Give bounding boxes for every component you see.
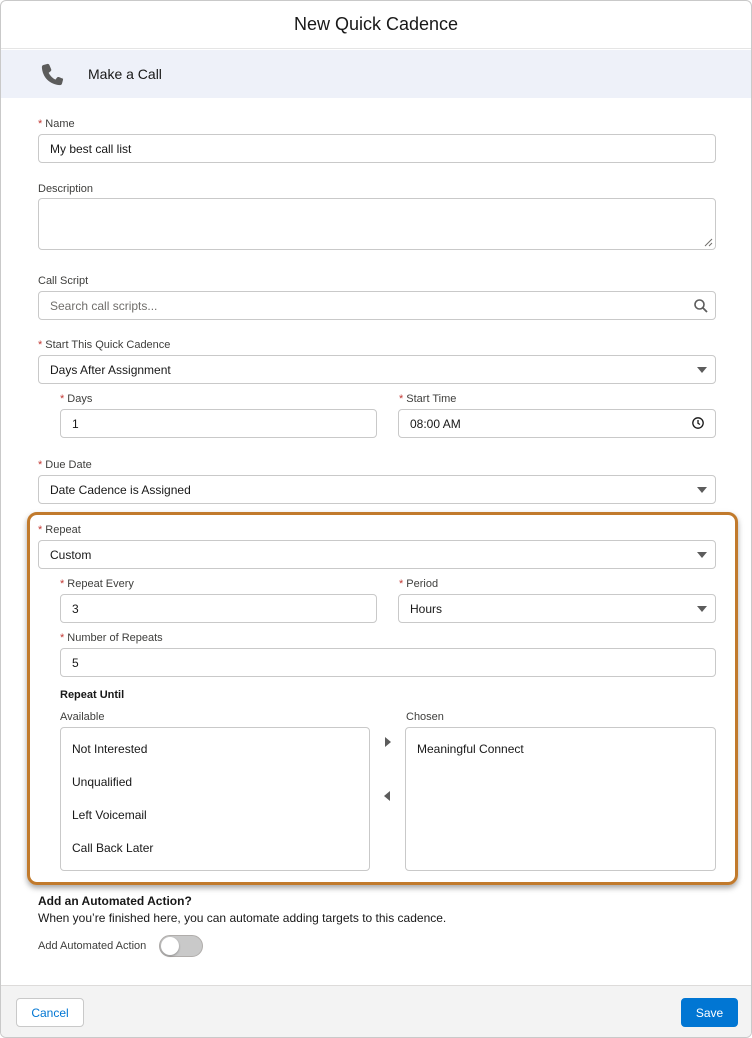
start-cadence-label: * Start This Quick Cadence [38, 339, 171, 351]
days-label: * Days [60, 393, 93, 405]
name-value: My best call list [50, 141, 132, 156]
period-label: * Period [399, 578, 439, 590]
chevron-down-icon [697, 367, 707, 373]
move-right-icon[interactable] [381, 735, 395, 749]
start-cadence-select[interactable] [38, 355, 716, 384]
repeat-every-value: 3 [72, 601, 79, 616]
list-item[interactable]: Not Interested [72, 742, 148, 756]
number-of-repeats-input[interactable] [60, 648, 716, 677]
call-script-label: Call Script [38, 275, 89, 287]
phone-icon [38, 59, 68, 89]
chevron-down-icon [697, 606, 707, 612]
move-left-icon[interactable] [380, 789, 394, 803]
list-item[interactable]: Left Voicemail [72, 808, 147, 822]
number-of-repeats-value: 5 [72, 655, 79, 670]
repeat-until-label: Repeat Until [60, 689, 125, 701]
due-date-value: Date Cadence is Assigned [50, 482, 191, 497]
chosen-label: Chosen [406, 711, 444, 723]
clock-icon[interactable] [691, 416, 705, 430]
due-date-label: * Due Date [38, 459, 92, 471]
automated-action-description: When you’re finished here, you can automate adding targets to this cadence. [38, 911, 447, 925]
start-time-value: 08:00 AM [410, 416, 461, 431]
number-of-repeats-label: * Number of Repeats [60, 632, 163, 644]
repeat-label: * Repeat [38, 524, 81, 536]
toggle-knob [161, 937, 179, 955]
call-script-search-input[interactable] [38, 291, 716, 320]
start-time-label: * Start Time [399, 393, 457, 405]
resize-handle-icon[interactable] [704, 238, 713, 247]
list-item[interactable]: Call Back Later [72, 841, 154, 855]
repeat-every-input[interactable] [60, 594, 377, 623]
available-listbox[interactable] [60, 727, 370, 871]
repeat-value: Custom [50, 547, 92, 562]
description-label: Description [38, 183, 94, 195]
repeat-every-label: * Repeat Every [60, 578, 134, 590]
chevron-down-icon [697, 552, 707, 558]
modal-footer [1, 985, 751, 1038]
name-input[interactable] [38, 134, 716, 163]
period-value: Hours [410, 601, 443, 616]
due-date-select[interactable] [38, 475, 716, 504]
list-item[interactable]: Meaningful Connect [417, 742, 524, 756]
period-select[interactable] [398, 594, 716, 623]
save-button[interactable]: Save [681, 998, 738, 1027]
step-bar [1, 50, 751, 98]
chosen-listbox[interactable] [405, 727, 716, 871]
step-label: Make a Call [88, 66, 162, 82]
search-icon [693, 298, 709, 314]
days-input[interactable] [60, 409, 377, 438]
name-label: * Name [38, 118, 75, 130]
start-time-input[interactable] [398, 409, 716, 438]
automated-action-toggle[interactable] [159, 935, 203, 957]
list-item[interactable]: Unqualified [72, 775, 133, 789]
description-textarea[interactable] [38, 198, 716, 250]
start-cadence-value: Days After Assignment [50, 362, 171, 377]
days-value: 1 [72, 416, 79, 431]
modal-title: New Quick Cadence [293, 14, 459, 34]
call-script-placeholder: Search call scripts... [50, 298, 158, 313]
automated-action-toggle-label: Add Automated Action [38, 940, 147, 952]
repeat-select[interactable] [38, 540, 716, 569]
chevron-down-icon [697, 487, 707, 493]
available-label: Available [60, 711, 105, 723]
cancel-button[interactable]: Cancel [16, 998, 84, 1027]
automated-action-title: Add an Automated Action? [38, 894, 192, 908]
modal-header [1, 1, 751, 49]
